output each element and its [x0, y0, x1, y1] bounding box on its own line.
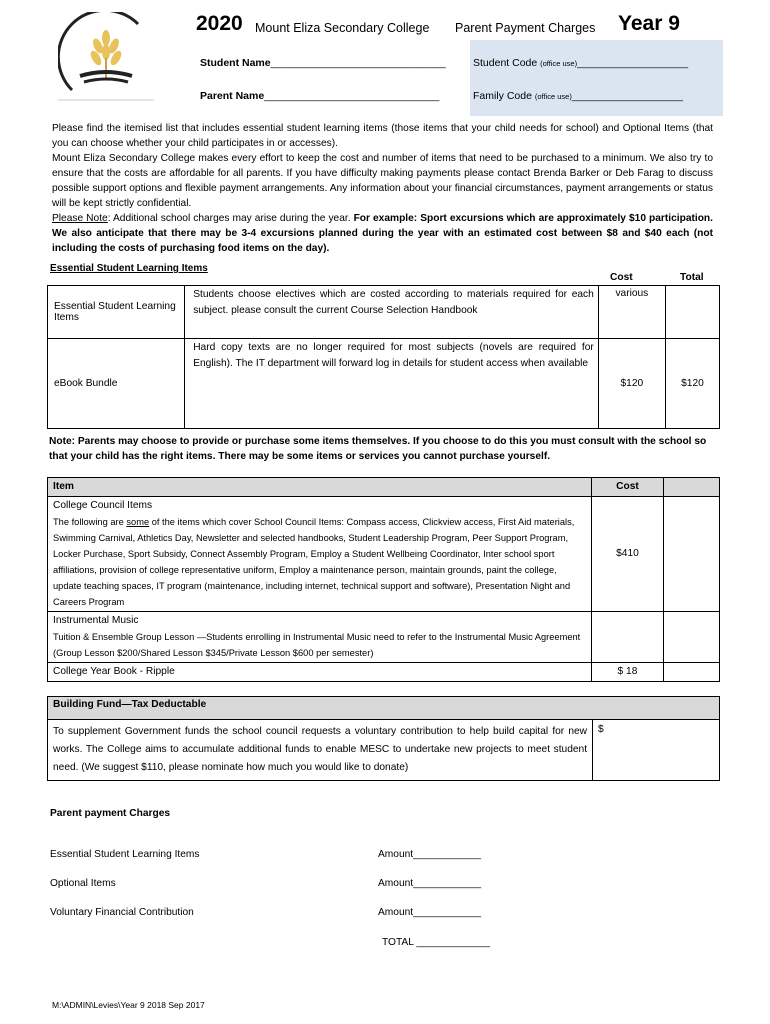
essential-item-desc: Students choose electives which are costed according to materials required for each subject. please consult the current Course Selection Handbook [185, 286, 599, 339]
council-desc-pre: The following are [53, 517, 127, 527]
essential-cost-header: Cost [610, 272, 633, 283]
student-name-blank: ______________________________ [270, 57, 446, 69]
essential-item-name: Essential Student Learning Items [48, 286, 185, 339]
table-row [48, 339, 720, 429]
intro-note [52, 211, 713, 256]
summary-line-label: Essential Student Learning Items [50, 849, 200, 860]
council-items-cost: $410 [592, 497, 663, 612]
essential-item-cost: various [598, 286, 665, 339]
note-text: : Additional school charges may arise during the year. [107, 213, 351, 224]
header-title: Mount Eliza Secondary College [255, 21, 430, 35]
building-fund-table [47, 696, 720, 781]
ebook-item-total: $120 [665, 339, 719, 429]
office-use-box [470, 40, 723, 116]
summary-line-label: Voluntary Financial Contribution [50, 907, 194, 918]
council-desc-post: of the items which cover School Council Items: Compass access, Clickview access, First Aid materials, Swimming Carnival, Athletics Day, Newsletter and selected handbooks, Student Leadership Program, Peer Support Program, Locker Purchase, Sport Subsidy, Connect Assembly Program, Employ a Student Wellbeing Coordinator, Inter school sport affiliations, provision of college representative uniform, Employ a maintenance person, maintain grounds, paint the college, update teaching spaces, IT program (maintenance, including internet, technical support and software), Presentation Night and Careers Program [53, 517, 575, 607]
intro-text [52, 121, 713, 256]
header-grade: Year 9 [618, 12, 680, 35]
yearbook-total [663, 663, 719, 682]
optional-items-table [47, 477, 720, 682]
student-name-field[interactable] [200, 57, 446, 69]
music-cost [592, 612, 663, 663]
summary-amount-field[interactable]: Amount____________ [378, 907, 482, 918]
table-row [48, 286, 720, 339]
council-items-cell [48, 497, 592, 612]
table-header-row [48, 478, 720, 497]
essential-total-header: Total [680, 272, 704, 283]
building-fund-amount[interactable]: $ [593, 720, 720, 781]
yearbook-cost: $ 18 [592, 663, 663, 682]
council-desc-some: some [126, 517, 150, 527]
intro-paragraph-1: Please find the itemised list that includes essential student learning items (those items that your child needs for school) and Optional Items (that you can choose whether your child participates in or accesses). [52, 123, 713, 149]
summary-total-field[interactable]: TOTAL _____________ [382, 937, 490, 948]
student-code-blank: ___________________ [577, 57, 689, 69]
council-items-desc [53, 514, 586, 610]
summary-amount-field[interactable]: Amount____________ [378, 849, 482, 860]
cost-header: Cost [592, 478, 663, 497]
student-code-field[interactable] [473, 57, 688, 69]
header-subtitle: Parent Payment Charges [455, 21, 596, 35]
essential-items-table [47, 285, 720, 429]
summary-amount-field[interactable]: Amount____________ [378, 878, 482, 889]
item-header: Item [48, 478, 592, 497]
office-use-note: (office use) [534, 92, 572, 101]
parent-name-label: Parent Name [200, 90, 265, 102]
ebook-item-cost: $120 [598, 339, 665, 429]
purchase-note: Note: Parents may choose to provide or purchase some items themselves. If you choose to do this you must consult with the school so that your child has the right items. There may be some items or services you cannot purchase yourself. [49, 436, 707, 462]
summary-title: Parent payment Charges [50, 808, 171, 819]
note-label: Please Note [52, 213, 108, 224]
essential-item-total [665, 286, 719, 339]
parent-name-field[interactable] [200, 90, 439, 102]
table-row [48, 663, 720, 682]
yearbook-item: College Year Book - Ripple [48, 663, 592, 682]
table-row [48, 497, 720, 612]
council-items-total [663, 497, 719, 612]
ebook-item-desc: Hard copy texts are no longer required for most subjects (novels are required for English). The IT department will forward log in details for student access when available [185, 339, 599, 429]
table-header-row [48, 697, 720, 720]
student-name-label: Student Name [200, 57, 271, 69]
music-cell [48, 612, 592, 663]
family-code-blank: ___________________ [571, 90, 683, 102]
building-fund-title: Building Fund—Tax Deductable [48, 697, 720, 720]
note-bold: For example: Sport excursions which are approximately $10 participation. We also anticipate that there may be 3-4 excursions planned during the year with an estimated cost between $8 and $40 each (not including the costs of purchasing food items on the day). [52, 213, 713, 254]
building-fund-desc: To supplement Government funds the school council requests a voluntary contribution to help build capital for new works. The College aims to accumulate additional funds to enable MESC to undertake new projects to meet student need. (We suggest $110, please nominate how much you would like to donate) [48, 720, 593, 781]
student-code-label: Student Code [473, 57, 538, 69]
intro-paragraph-2: Mount Eliza Secondary College makes every effort to keep the cost and number of items that need to be purchased to a minimum. We also try to ensure that the costs are affordable for all parents. If you have difficulty making payments please contact Brenda Barker or Deb Farag to discuss possible support options and flexible payment arrangements. Any information about your financial circumstances, payment arrangements or status will be kept strictly confidential. [52, 153, 713, 209]
wheat-sheaf-logo-icon [58, 12, 154, 102]
office-use-note: (office use) [540, 59, 578, 68]
music-total [663, 612, 719, 663]
table-row [48, 612, 720, 663]
header-year: 2020 [196, 12, 243, 35]
council-items-title: College Council Items [53, 500, 153, 511]
parent-name-blank: ______________________________ [264, 90, 440, 102]
table-row [48, 720, 720, 781]
family-code-label: Family Code [473, 90, 532, 102]
summary-line-label: Optional Items [50, 878, 116, 889]
family-code-field[interactable] [473, 90, 683, 102]
music-desc: Tuition & Ensemble Group Lesson —Students enrolling in Instrumental Music need to refer to the Instrumental Music Agreement (Group Lesson $200/Shared Lesson $345/Private Lesson $600 per semester) [53, 632, 581, 658]
footer-path: M:\ADMIN\Levies\Year 9 2018 Sep 2017 [52, 1000, 205, 1010]
blank-header [663, 478, 719, 497]
music-title: Instrumental Music [53, 615, 139, 626]
ebook-item-name: eBook Bundle [48, 339, 185, 429]
essential-section-title: Essential Student Learning Items [50, 263, 208, 274]
